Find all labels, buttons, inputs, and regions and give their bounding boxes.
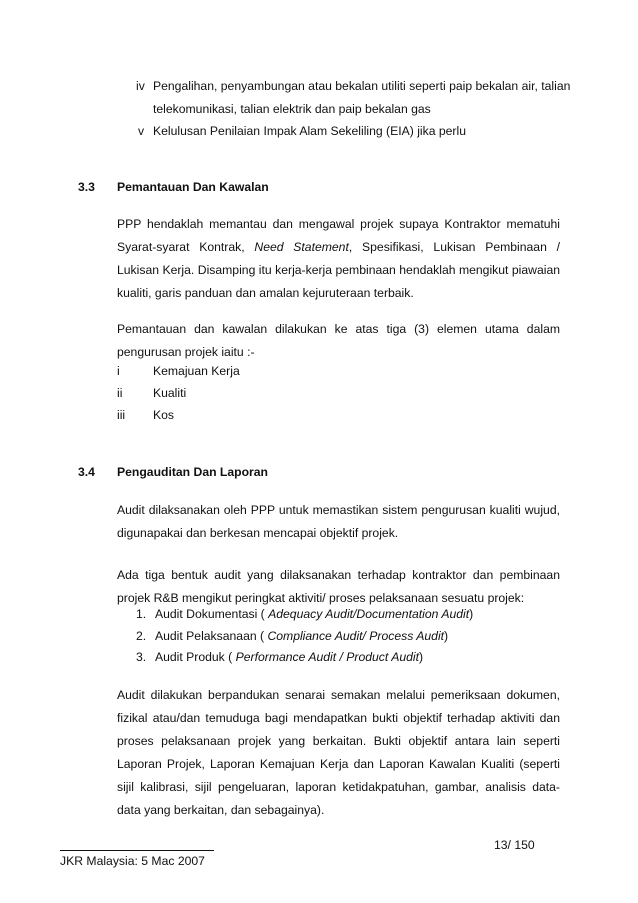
para1-italic: Need Statement bbox=[254, 240, 349, 254]
audit-item-3-text: Audit Produk ( bbox=[155, 650, 236, 664]
audit-item-1-text: Audit Dokumentasi ( bbox=[155, 607, 269, 621]
audit-item-1-close: ) bbox=[469, 607, 474, 621]
audit-item-2-text: Audit Pelaksanaan ( bbox=[155, 629, 268, 643]
audit-item-1 bbox=[155, 605, 473, 623]
audit-item-3-close: ) bbox=[418, 650, 424, 664]
audit-marker-3: 3. bbox=[136, 650, 147, 664]
section-3-4-paragraph-3: Audit dilakukan berpandukan senarai semakan melalui pemeriksaan dokumen, fizikal atau/dan temuduga bagi mendapatkan bukti objektif terhadap aktiviti dan proses pelaksanaan projek yang berkaitan. Bukti objektif antara lain seperti Laporan Projek, Laporan Kemajuan Kerja dan Laporan Kawalan Kualiti (seperti sijil kalibrasi, sijil pengeluaran, laporan ketidakpatuhan, gambar, analisis data-data yang berkaitan, dan sebagainya). bbox=[117, 688, 560, 817]
audit-item-3-italic: Performance Audit / Product Audit bbox=[235, 650, 419, 664]
list-item-iv-line1: Pengalihan, penyambungan atau bekalan utiliti seperti paip bekalan air, talian bbox=[153, 79, 571, 93]
section-3-4-paragraph-1: Audit dilaksanakan oleh PPP untuk memastikan sistem pengurusan kualiti wujud, digunapakai dan berkesan mencapai objektif projek. bbox=[117, 503, 560, 540]
section-3-3-title: Pemantauan Dan Kawalan bbox=[117, 180, 269, 194]
list-marker-v: v bbox=[138, 124, 145, 138]
audit-item-3 bbox=[155, 648, 423, 666]
page-number: 13/ 150 bbox=[494, 838, 535, 852]
footer-rule bbox=[60, 850, 214, 851]
section-3-4-paragraph-2: Ada tiga bentuk audit yang dilaksanakan terhadap kontraktor dan pembinaan projek R&B mengikut peringkat aktiviti/ proses pelaksanaan sesuatu projek: bbox=[117, 568, 560, 605]
audit-item-2 bbox=[155, 627, 448, 645]
audit-marker-1: 1. bbox=[136, 607, 147, 621]
list-marker-iv: iv bbox=[136, 79, 145, 93]
list-item-v: Kelulusan Penilaian Impak Alam Sekeliling (EIA) jika perlu bbox=[153, 124, 466, 138]
list-item-iv-line2: telekomunikasi, talian elektrik dan paip bekalan gas bbox=[153, 102, 431, 116]
para1-text-after: , Spesifikasi, Lukisan Pembinaan / Lukisan Kerja. Disamping itu kerja-kerja pembinaan hendaklah mengikut piawaian kualiti, garis panduan dan amalan kejuruteraan terbaik. bbox=[117, 240, 560, 300]
element-label-kualiti: Kualiti bbox=[153, 386, 187, 400]
element-marker-iii: iii bbox=[117, 408, 126, 422]
section-3-3-number: 3.3 bbox=[78, 180, 95, 194]
element-marker-i: i bbox=[117, 364, 120, 378]
audit-item-2-italic: Compliance Audit/ Process Audit bbox=[267, 629, 445, 643]
section-3-4-title: Pengauditan Dan Laporan bbox=[117, 465, 269, 479]
audit-marker-2: 2. bbox=[136, 629, 147, 643]
audit-item-1-italic: Adequacy Audit/Documentation Audit bbox=[268, 607, 470, 621]
section-3-3-paragraph-2: Pemantauan dan kawalan dilakukan ke atas tiga (3) elemen utama dalam pengurusan projek iaitu :- bbox=[117, 322, 560, 359]
footer-publisher: JKR Malaysia: 5 Mac 2007 bbox=[60, 854, 205, 868]
section-3-3-paragraph-1 bbox=[117, 213, 560, 305]
para1-text-before: PPP hendaklah memantau dan mengawal projek supaya Kontraktor mematuhi Syarat-syarat Kontrak, bbox=[117, 217, 560, 254]
element-label-kos: Kos bbox=[153, 408, 175, 422]
element-label-kemajuan: Kemajuan Kerja bbox=[153, 364, 240, 378]
audit-item-2-close: ) bbox=[444, 629, 449, 643]
element-marker-ii: ii bbox=[117, 386, 123, 400]
section-3-4-number: 3.4 bbox=[78, 465, 95, 479]
